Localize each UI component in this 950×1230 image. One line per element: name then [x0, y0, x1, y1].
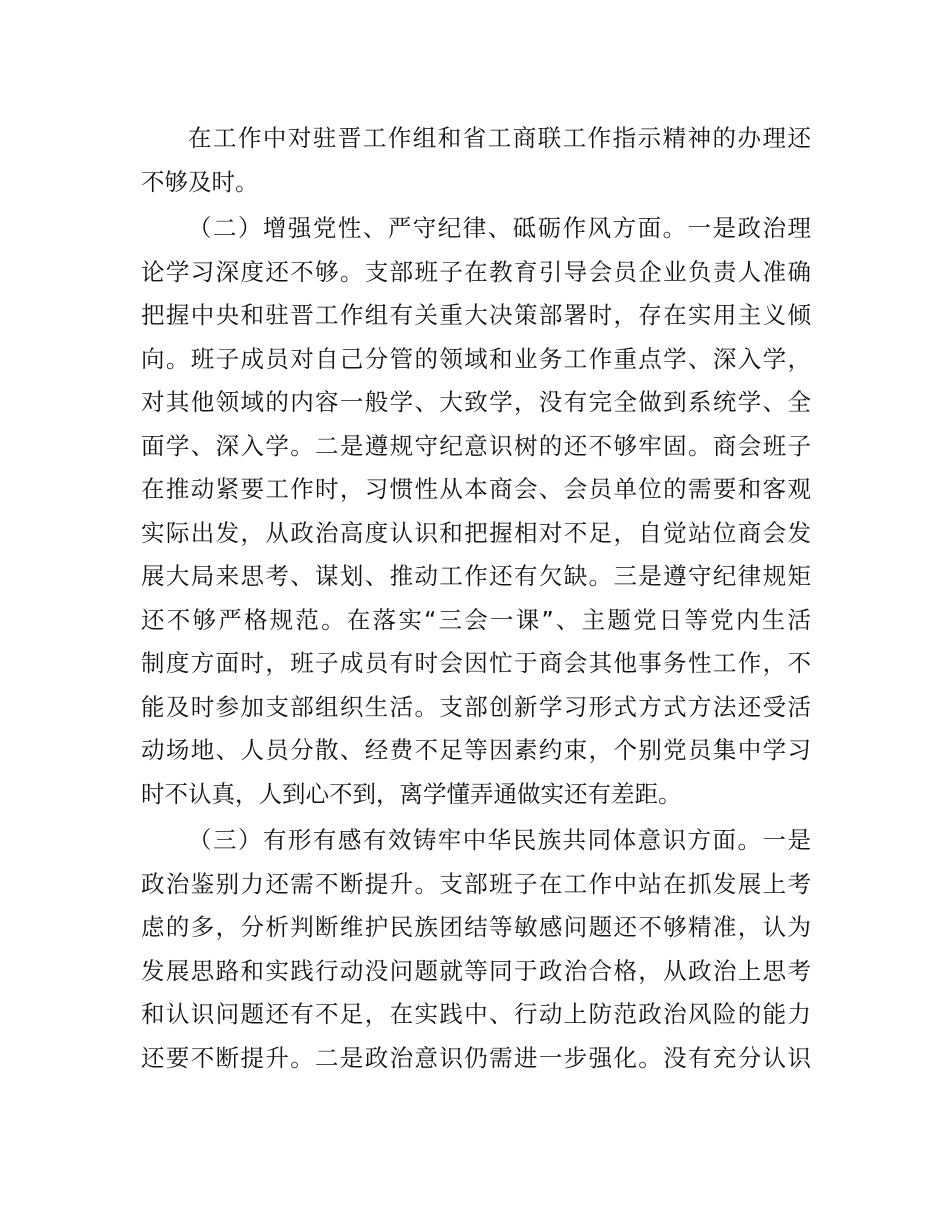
- paragraph-1: [141, 117, 811, 204]
- text-line: 在推动紧要工作时，习惯性从本商会、会员单位的需要和客观: [141, 475, 811, 503]
- text-line: （二）增强党性、严守纪律、砥砺作风方面。一是政治理: [188, 214, 811, 242]
- text-line: 虑的多，分析判断维护民族团结等敏感问题还不够精准，认为: [141, 913, 811, 941]
- text-line: 展大局来思考、谋划、推动工作还有欠缺。三是遵守纪律规矩: [141, 562, 811, 590]
- text-line: 把握中央和驻晋工作组有关重大决策部署时，存在实用主义倾: [141, 301, 811, 329]
- text-line: （三）有形有感有效铸牢中华民族共同体意识方面。一是: [188, 826, 811, 854]
- paragraph-2: [141, 207, 811, 816]
- text-line: 制度方面时，班子成员有时会因忙于商会其他事务性工作，不: [141, 649, 811, 677]
- text-line: 能及时参加支部组织生活。支部创新学习形式方式方法还受活: [141, 692, 811, 721]
- text-line: 在工作中对驻晋工作组和省工商联工作指示精神的办理还: [188, 124, 811, 152]
- text-line: 向。班子成员对自己分管的领域和业务工作重点学、深入学，: [141, 344, 811, 373]
- text-line: 面学、深入学。二是遵规守纪意识树的还不够牢固。商会班子: [141, 431, 811, 460]
- text-line: 动场地、人员分散、经费不足等因素约束，个别党员集中学习: [141, 736, 811, 764]
- text-line: 还要不断提升。二是政治意识仍需进一步强化。没有充分认识: [141, 1043, 811, 1072]
- document-body: [141, 117, 811, 1080]
- text-line: 时不认真，人到心不到，离学懂弄通做实还有差距。: [141, 779, 682, 808]
- text-line: 还不够严格规范。在落实“三会一课”、主题党日等党内生活: [141, 605, 811, 634]
- text-line: 对其他领域的内容一般学、大致学，没有完全做到系统学、全: [141, 388, 811, 416]
- text-line: 论学习深度还不够。支部班子在教育引导会员企业负责人准确: [141, 257, 811, 286]
- text-line: 政治鉴别力还需不断提升。支部班子在工作中站在抓发展上考: [141, 869, 811, 898]
- text-line: 实际出发，从政治高度认识和把握相对不足，自觉站位商会发: [141, 518, 811, 547]
- paragraph-3: [141, 819, 811, 1080]
- text-line: 不够及时。: [141, 167, 259, 196]
- text-line: 和认识问题还有不足，在实践中、行动上防范政治风险的能力: [141, 1000, 811, 1028]
- text-line: 发展思路和实践行动没问题就等同于政治合格，从政治上思考: [141, 956, 811, 985]
